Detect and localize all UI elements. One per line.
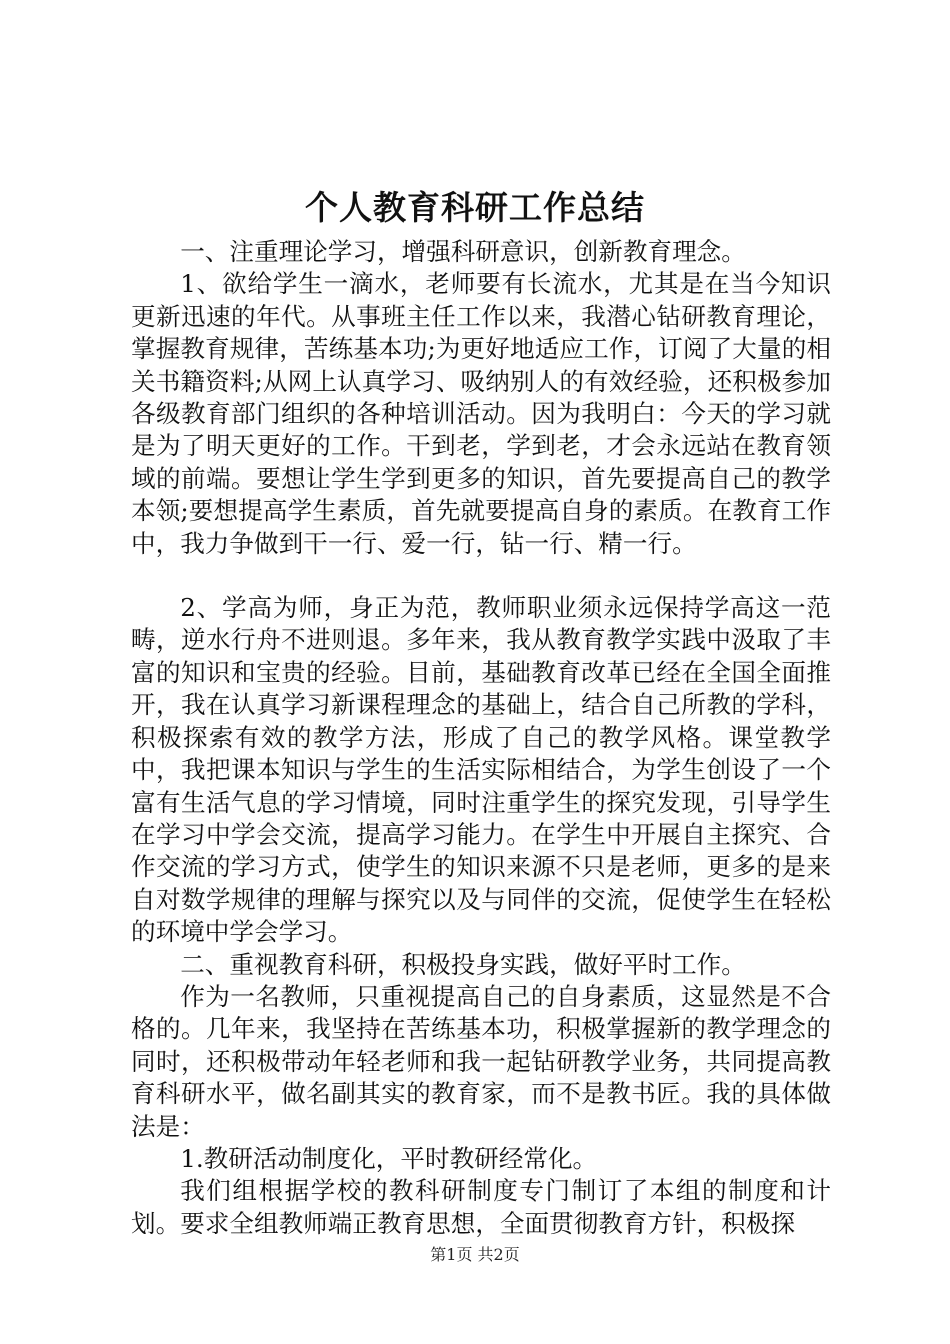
document-title: 个人教育科研工作总结 bbox=[305, 188, 645, 227]
paragraph-2: 2、学高为师，身正为范，教师职业须永远保持学高这一范畴，逆水行舟不进则退。多年来，我从教育教学实践中汲取了丰富的知识和宝贵的经验。目前，基础教育改革已经在全国全面推开，我在认真学习新课程理念的基础上，结合自己所教的学科，积极探索有效的教学方法，形成了自己的教学风格。课堂教学中，我把课本知识与学生的生活实际相结合，为学生创设了一个富有生活气息的学习情境，同时注重学生的探究发现，引导学生在学习中学会交流，提高学习能力。在学生中开展自主探究、合作交流的学习方式，使学生的知识来源不只是老师，更多的是来自对数学规律的理解与探究以及与同伴的交流，促使学生在轻松的环境中学会学习。 bbox=[131, 593, 831, 947]
page-number: 第1页 共2页 bbox=[430, 1245, 520, 1264]
paragraph-4: 我们组根据学校的教科研制度专门制订了本组的制度和计划。要求全组教师端正教育思想，全面贯彻教育方针，积极探 bbox=[131, 1176, 831, 1238]
sub-heading-1: 1.教研活动制度化，平时教研经常化。 bbox=[180, 1143, 598, 1173]
paragraph-3: 作为一名教师，只重视提高自己的自身素质，这显然是不合格的。几年来，我坚持在苦练基本功，积极掌握新的教学理念的同时，还积极带动年轻老师和我一起钻研教学业务，共同提高教育科研水平，做名副其实的教育家，而不是教书匠。我的具体做法是： bbox=[131, 981, 831, 1141]
section-heading-2: 二、重视教育科研，积极投身实践，做好平时工作。 bbox=[180, 949, 746, 979]
section-heading-1: 一、注重理论学习，增强科研意识，创新教育理念。 bbox=[180, 237, 746, 266]
paragraph-1: 1、欲给学生一滴水，老师要有长流水，尤其是在当今知识更新迅速的年代。从事班主任工作以来，我潜心钻研教育理论，掌握教育规律，苦练基本功;为更好地适应工作，订阅了大量的相关书籍资料;从网上认真学习、吸纳别人的有效经验，还积极参加各级教育部门组织的各种培训活动。因为我明白：今天的学习就是为了明天更好的工作。干到老，学到老，才会永远站在教育领域的前端。要想让学生学到更多的知识，首先要提高自己的教学本领;要想提高学生素质，首先就要提高自身的素质。在教育工作中，我力争做到干一行、爱一行，钻一行、精一行。 bbox=[131, 269, 831, 558]
document-body bbox=[131, 236, 831, 1240]
